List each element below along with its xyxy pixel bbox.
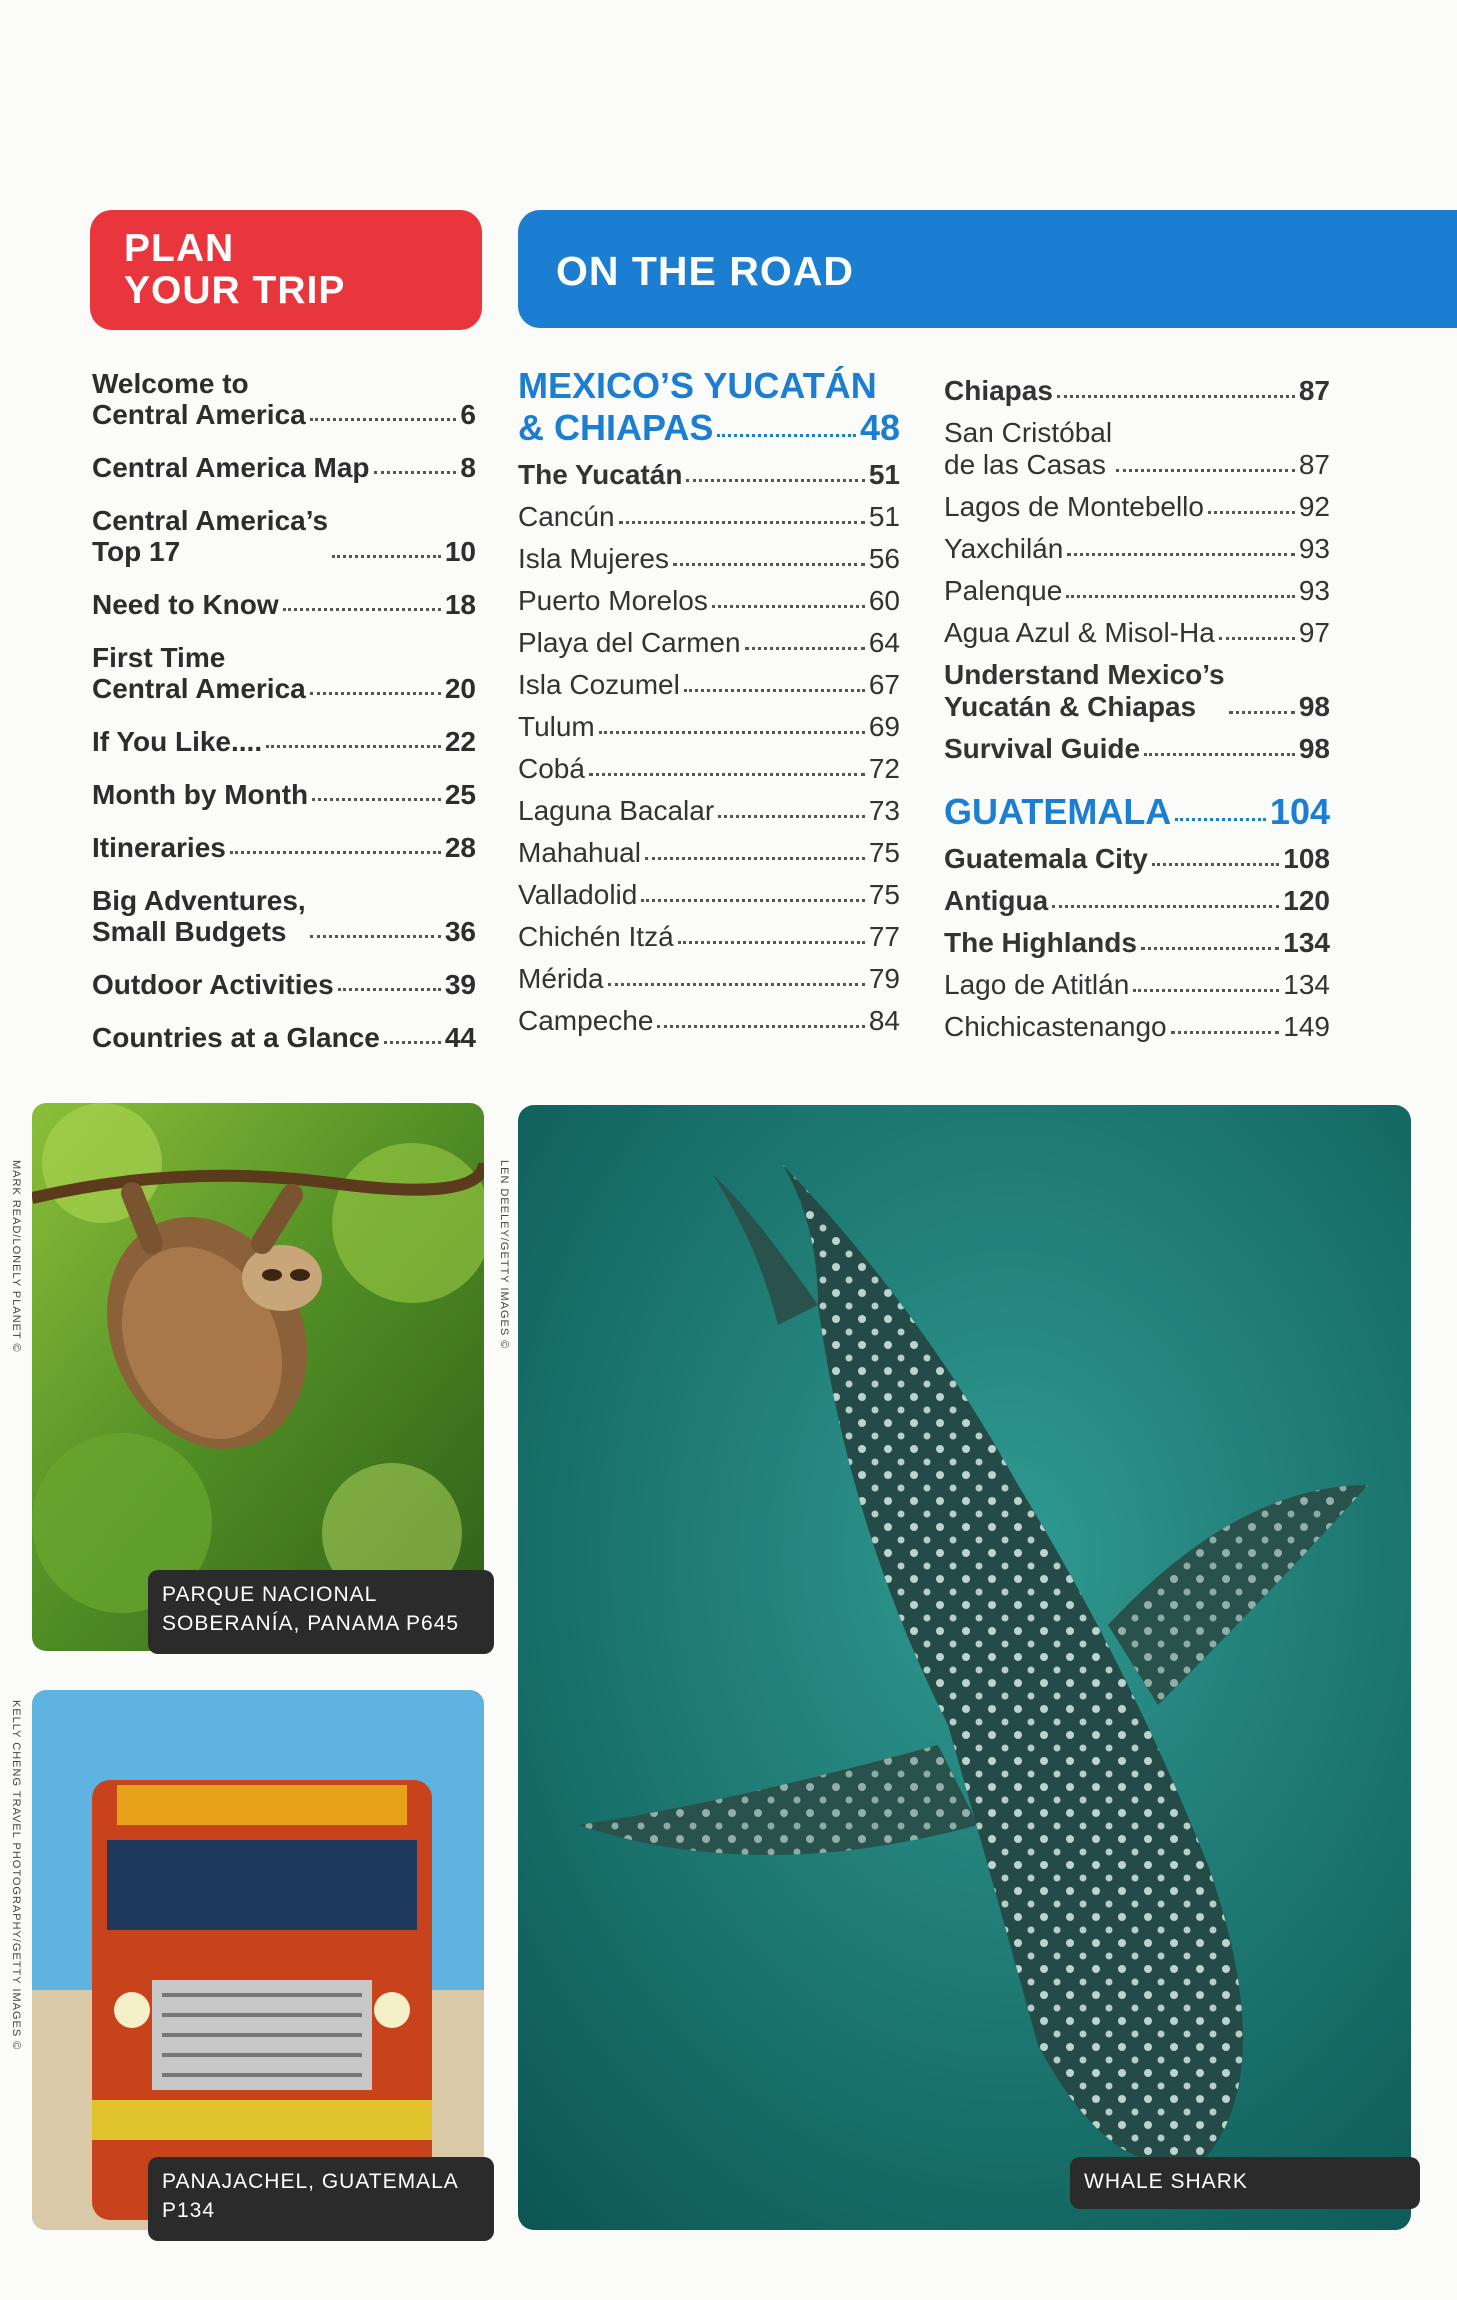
leader-dots bbox=[310, 692, 441, 695]
toc-entry[interactable] bbox=[518, 543, 900, 575]
leader-dots bbox=[684, 689, 865, 692]
leader-dots bbox=[310, 935, 441, 938]
toc-entry-label: Yaxchilán bbox=[944, 533, 1064, 564]
whale-shark-photo bbox=[518, 1105, 1411, 2230]
on-the-road-header: ON THE ROAD bbox=[518, 210, 1457, 328]
toc-entry-page: 51 bbox=[868, 459, 900, 490]
toc-entry[interactable] bbox=[518, 1005, 900, 1037]
toc-entry-page: 120 bbox=[1283, 885, 1330, 916]
leader-dots bbox=[332, 555, 441, 558]
leader-dots bbox=[678, 941, 865, 944]
toc-entry-label: Playa del Carmen bbox=[518, 627, 741, 658]
toc-entry[interactable] bbox=[944, 927, 1330, 959]
toc-entry-label: Mahahual bbox=[518, 837, 641, 868]
toc-entry-label: Cancún bbox=[518, 501, 615, 532]
toc-entry[interactable] bbox=[518, 501, 900, 533]
leader-dots bbox=[338, 988, 441, 991]
toc-entry-label: Agua Azul & Misol-Ha bbox=[944, 617, 1215, 648]
leader-dots bbox=[384, 1041, 441, 1044]
guatemala-items bbox=[944, 843, 1330, 1043]
toc-entry[interactable] bbox=[518, 963, 900, 995]
toc-entry-page: 69 bbox=[868, 711, 900, 742]
leader-dots bbox=[1175, 818, 1266, 821]
toc-entry-label: Welcome to Central America bbox=[92, 368, 306, 430]
toc-entry-label: The Yucatán bbox=[518, 459, 683, 490]
toc-entry-label: Tulum bbox=[518, 711, 595, 742]
toc-entry[interactable] bbox=[944, 417, 1330, 481]
toc-entry-page: 60 bbox=[868, 585, 900, 616]
leader-dots bbox=[673, 563, 865, 566]
toc-entry[interactable] bbox=[92, 642, 476, 704]
toc-entry[interactable] bbox=[92, 779, 476, 810]
leader-dots bbox=[1171, 1031, 1280, 1034]
toc-entry[interactable] bbox=[518, 459, 900, 491]
toc-entry[interactable] bbox=[92, 832, 476, 863]
toc-entry-label: The Highlands bbox=[944, 927, 1137, 958]
toc-entry-page: 25 bbox=[444, 779, 476, 810]
toc-entry[interactable] bbox=[518, 837, 900, 869]
toc-entry-label: Isla Mujeres bbox=[518, 543, 669, 574]
leader-dots bbox=[230, 851, 441, 854]
plan-your-trip-list bbox=[92, 368, 476, 1053]
leader-dots bbox=[589, 773, 865, 776]
toc-entry-label: Big Adventures, Small Budgets bbox=[92, 885, 306, 947]
toc-entry-page: 92 bbox=[1298, 491, 1330, 522]
toc-entry[interactable] bbox=[518, 669, 900, 701]
section-title-line2: & CHIAPAS bbox=[518, 407, 714, 448]
toc-entry-page: 73 bbox=[868, 795, 900, 826]
whale-shark-caption: WHALE SHARK bbox=[1070, 2157, 1420, 2209]
toc-entry-page: 39 bbox=[444, 969, 476, 1000]
plan-your-trip-header: PLAN YOUR TRIP bbox=[90, 210, 482, 330]
toc-entry[interactable] bbox=[92, 969, 476, 1000]
shark-photo-credit: LEN DEELEY/GETTY IMAGES © bbox=[498, 1160, 510, 1350]
toc-entry[interactable] bbox=[92, 885, 476, 947]
leader-dots bbox=[266, 745, 441, 748]
leader-dots bbox=[645, 857, 865, 860]
leader-dots bbox=[1066, 595, 1295, 598]
sloth-photo bbox=[32, 1103, 484, 1651]
leader-dots bbox=[717, 434, 856, 437]
toc-entry[interactable] bbox=[944, 969, 1330, 1001]
toc-entry[interactable] bbox=[944, 533, 1330, 565]
toc-entry[interactable] bbox=[518, 921, 900, 953]
toc-entry-label: Central America Map bbox=[92, 452, 370, 483]
toc-entry[interactable] bbox=[944, 575, 1330, 607]
toc-entry-page: 44 bbox=[444, 1022, 476, 1053]
leader-dots bbox=[1133, 989, 1279, 992]
toc-entry-label: Palenque bbox=[944, 575, 1063, 606]
toc-entry-page: 87 bbox=[1298, 449, 1330, 480]
leader-dots bbox=[712, 605, 865, 608]
toc-entry[interactable] bbox=[92, 1022, 476, 1053]
leader-dots bbox=[608, 983, 865, 986]
toc-entry-page: 18 bbox=[444, 589, 476, 620]
section-guatemala[interactable] bbox=[944, 791, 1330, 833]
toc-entry[interactable] bbox=[944, 1011, 1330, 1043]
toc-entry[interactable] bbox=[944, 659, 1330, 723]
leader-dots bbox=[374, 471, 457, 474]
leader-dots bbox=[1116, 469, 1295, 472]
toc-entry-label: Cobá bbox=[518, 753, 585, 784]
toc-entry-label: Itineraries bbox=[92, 832, 226, 863]
section-page: 104 bbox=[1269, 791, 1330, 832]
sloth-caption: PARQUE NACIONAL SOBERANÍA, PANAMA P645 bbox=[148, 1570, 494, 1654]
leader-dots bbox=[1208, 511, 1295, 514]
toc-entry-page: 75 bbox=[868, 837, 900, 868]
toc-entry-page: 51 bbox=[868, 501, 900, 532]
toc-entry-label: Chiapas bbox=[944, 375, 1053, 406]
toc-entry[interactable] bbox=[92, 452, 476, 483]
toc-entry-page: 98 bbox=[1298, 733, 1330, 764]
toc-entry[interactable] bbox=[944, 843, 1330, 875]
leader-dots bbox=[310, 418, 457, 421]
leader-dots bbox=[1057, 395, 1295, 398]
toc-entry-page: 28 bbox=[444, 832, 476, 863]
toc-entry-page: 98 bbox=[1298, 691, 1330, 722]
toc-entry[interactable] bbox=[944, 617, 1330, 649]
toc-entry-label: Need to Know bbox=[92, 589, 279, 620]
toc-entry-page: 134 bbox=[1283, 969, 1330, 1000]
toc-entry-page: 64 bbox=[868, 627, 900, 658]
toc-entry[interactable] bbox=[518, 627, 900, 659]
leader-dots bbox=[641, 899, 865, 902]
leader-dots bbox=[1141, 947, 1279, 950]
mexico-items bbox=[518, 459, 900, 1037]
toc-entry-label: Chichicastenango bbox=[944, 1011, 1167, 1042]
toc-entry[interactable] bbox=[518, 879, 900, 911]
toc-entry-page: 56 bbox=[868, 543, 900, 574]
toc-entry[interactable] bbox=[92, 589, 476, 620]
toc-entry[interactable] bbox=[944, 885, 1330, 917]
leader-dots bbox=[599, 731, 865, 734]
toc-entry-label: Mérida bbox=[518, 963, 604, 994]
toc-entry-page: 93 bbox=[1298, 575, 1330, 606]
leader-dots bbox=[686, 479, 864, 482]
toc-entry-label: Antigua bbox=[944, 885, 1049, 916]
toc-entry[interactable] bbox=[944, 733, 1330, 765]
bus-caption: PANAJACHEL, GUATEMALA P134 bbox=[148, 2157, 494, 2241]
section-title-line1: MEXICO’S YUCATÁN bbox=[518, 365, 877, 406]
leader-dots bbox=[718, 815, 865, 818]
toc-entry-label: Lago de Atitlán bbox=[944, 969, 1130, 1000]
leader-dots bbox=[1052, 905, 1279, 908]
toc-entry-label: If You Like.... bbox=[92, 726, 263, 757]
toc-entry-label: Countries at a Glance bbox=[92, 1022, 380, 1053]
toc-entry[interactable] bbox=[518, 711, 900, 743]
toc-entry[interactable] bbox=[944, 375, 1330, 407]
toc-entry-page: 79 bbox=[868, 963, 900, 994]
toc-entry-label: Chichén Itzá bbox=[518, 921, 674, 952]
leader-dots bbox=[1219, 637, 1295, 640]
toc-entry-label: Central America’s Top 17 bbox=[92, 505, 329, 567]
toc-entry[interactable] bbox=[518, 585, 900, 617]
leader-dots bbox=[745, 647, 865, 650]
toc-entry[interactable] bbox=[92, 368, 476, 430]
on-the-road-column-1 bbox=[518, 365, 900, 1037]
toc-entry-label: First Time Central America bbox=[92, 642, 306, 704]
toc-entry-page: 36 bbox=[444, 916, 476, 947]
section-mexico-yucatan[interactable] bbox=[518, 365, 900, 449]
toc-entry-page: 10 bbox=[444, 536, 476, 567]
toc-entry-page: 20 bbox=[444, 673, 476, 704]
toc-entry-label: Month by Month bbox=[92, 779, 309, 810]
toc-entry[interactable] bbox=[518, 753, 900, 785]
toc-entry[interactable] bbox=[92, 505, 476, 567]
toc-entry-label: Guatemala City bbox=[944, 843, 1148, 874]
toc-entry-page: 87 bbox=[1298, 375, 1330, 406]
bus-photo bbox=[32, 1690, 484, 2230]
toc-entry-label: Campeche bbox=[518, 1005, 654, 1036]
leader-dots bbox=[657, 1025, 864, 1028]
toc-entry-page: 97 bbox=[1298, 617, 1330, 648]
on-the-road-column-2 bbox=[944, 365, 1330, 1043]
toc-entry[interactable] bbox=[944, 491, 1330, 523]
sloth-photo-credit: MARK READ/LONELY PLANET © bbox=[10, 1160, 22, 1353]
leader-dots bbox=[283, 608, 441, 611]
section-title: GUATEMALA bbox=[944, 791, 1172, 832]
toc-entry-page: 72 bbox=[868, 753, 900, 784]
leader-dots bbox=[1067, 553, 1295, 556]
leader-dots bbox=[619, 521, 865, 524]
chiapas-items bbox=[944, 375, 1330, 765]
toc-entry-page: 6 bbox=[460, 399, 476, 430]
toc-entry-page: 93 bbox=[1298, 533, 1330, 564]
toc-entry-label: Understand Mexico’s Yucatán & Chiapas bbox=[944, 659, 1225, 722]
toc-entry[interactable] bbox=[518, 795, 900, 827]
toc-entry-page: 84 bbox=[868, 1005, 900, 1036]
toc-entry-label: Valladolid bbox=[518, 879, 638, 910]
toc-entry-page: 67 bbox=[868, 669, 900, 700]
toc-entry-label: Laguna Bacalar bbox=[518, 795, 715, 826]
toc-entry-label: Outdoor Activities bbox=[92, 969, 334, 1000]
toc-entry-page: 77 bbox=[868, 921, 900, 952]
toc-entry-label: Survival Guide bbox=[944, 733, 1141, 764]
toc-entry-label: Isla Cozumel bbox=[518, 669, 680, 700]
toc-entry-page: 108 bbox=[1283, 843, 1330, 874]
leader-dots bbox=[1152, 863, 1279, 866]
toc-entry[interactable] bbox=[92, 726, 476, 757]
leader-dots bbox=[1229, 711, 1295, 714]
leader-dots bbox=[1144, 753, 1295, 756]
bus-photo-credit: KELLY CHENG TRAVEL PHOTOGRAPHY/GETTY IMAGES © bbox=[10, 1700, 22, 2051]
leader-dots bbox=[312, 798, 441, 801]
toc-entry-page: 75 bbox=[868, 879, 900, 910]
toc-entry-page: 22 bbox=[444, 726, 476, 757]
toc-entry-page: 8 bbox=[460, 452, 476, 483]
toc-entry-page: 134 bbox=[1283, 927, 1330, 958]
toc-entry-page: 149 bbox=[1283, 1011, 1330, 1042]
toc-entry-label: Lagos de Montebello bbox=[944, 491, 1204, 522]
section-page: 48 bbox=[859, 407, 900, 448]
toc-entry-label: Puerto Morelos bbox=[518, 585, 708, 616]
toc-entry-label: San Cristóbal de las Casas bbox=[944, 417, 1113, 480]
